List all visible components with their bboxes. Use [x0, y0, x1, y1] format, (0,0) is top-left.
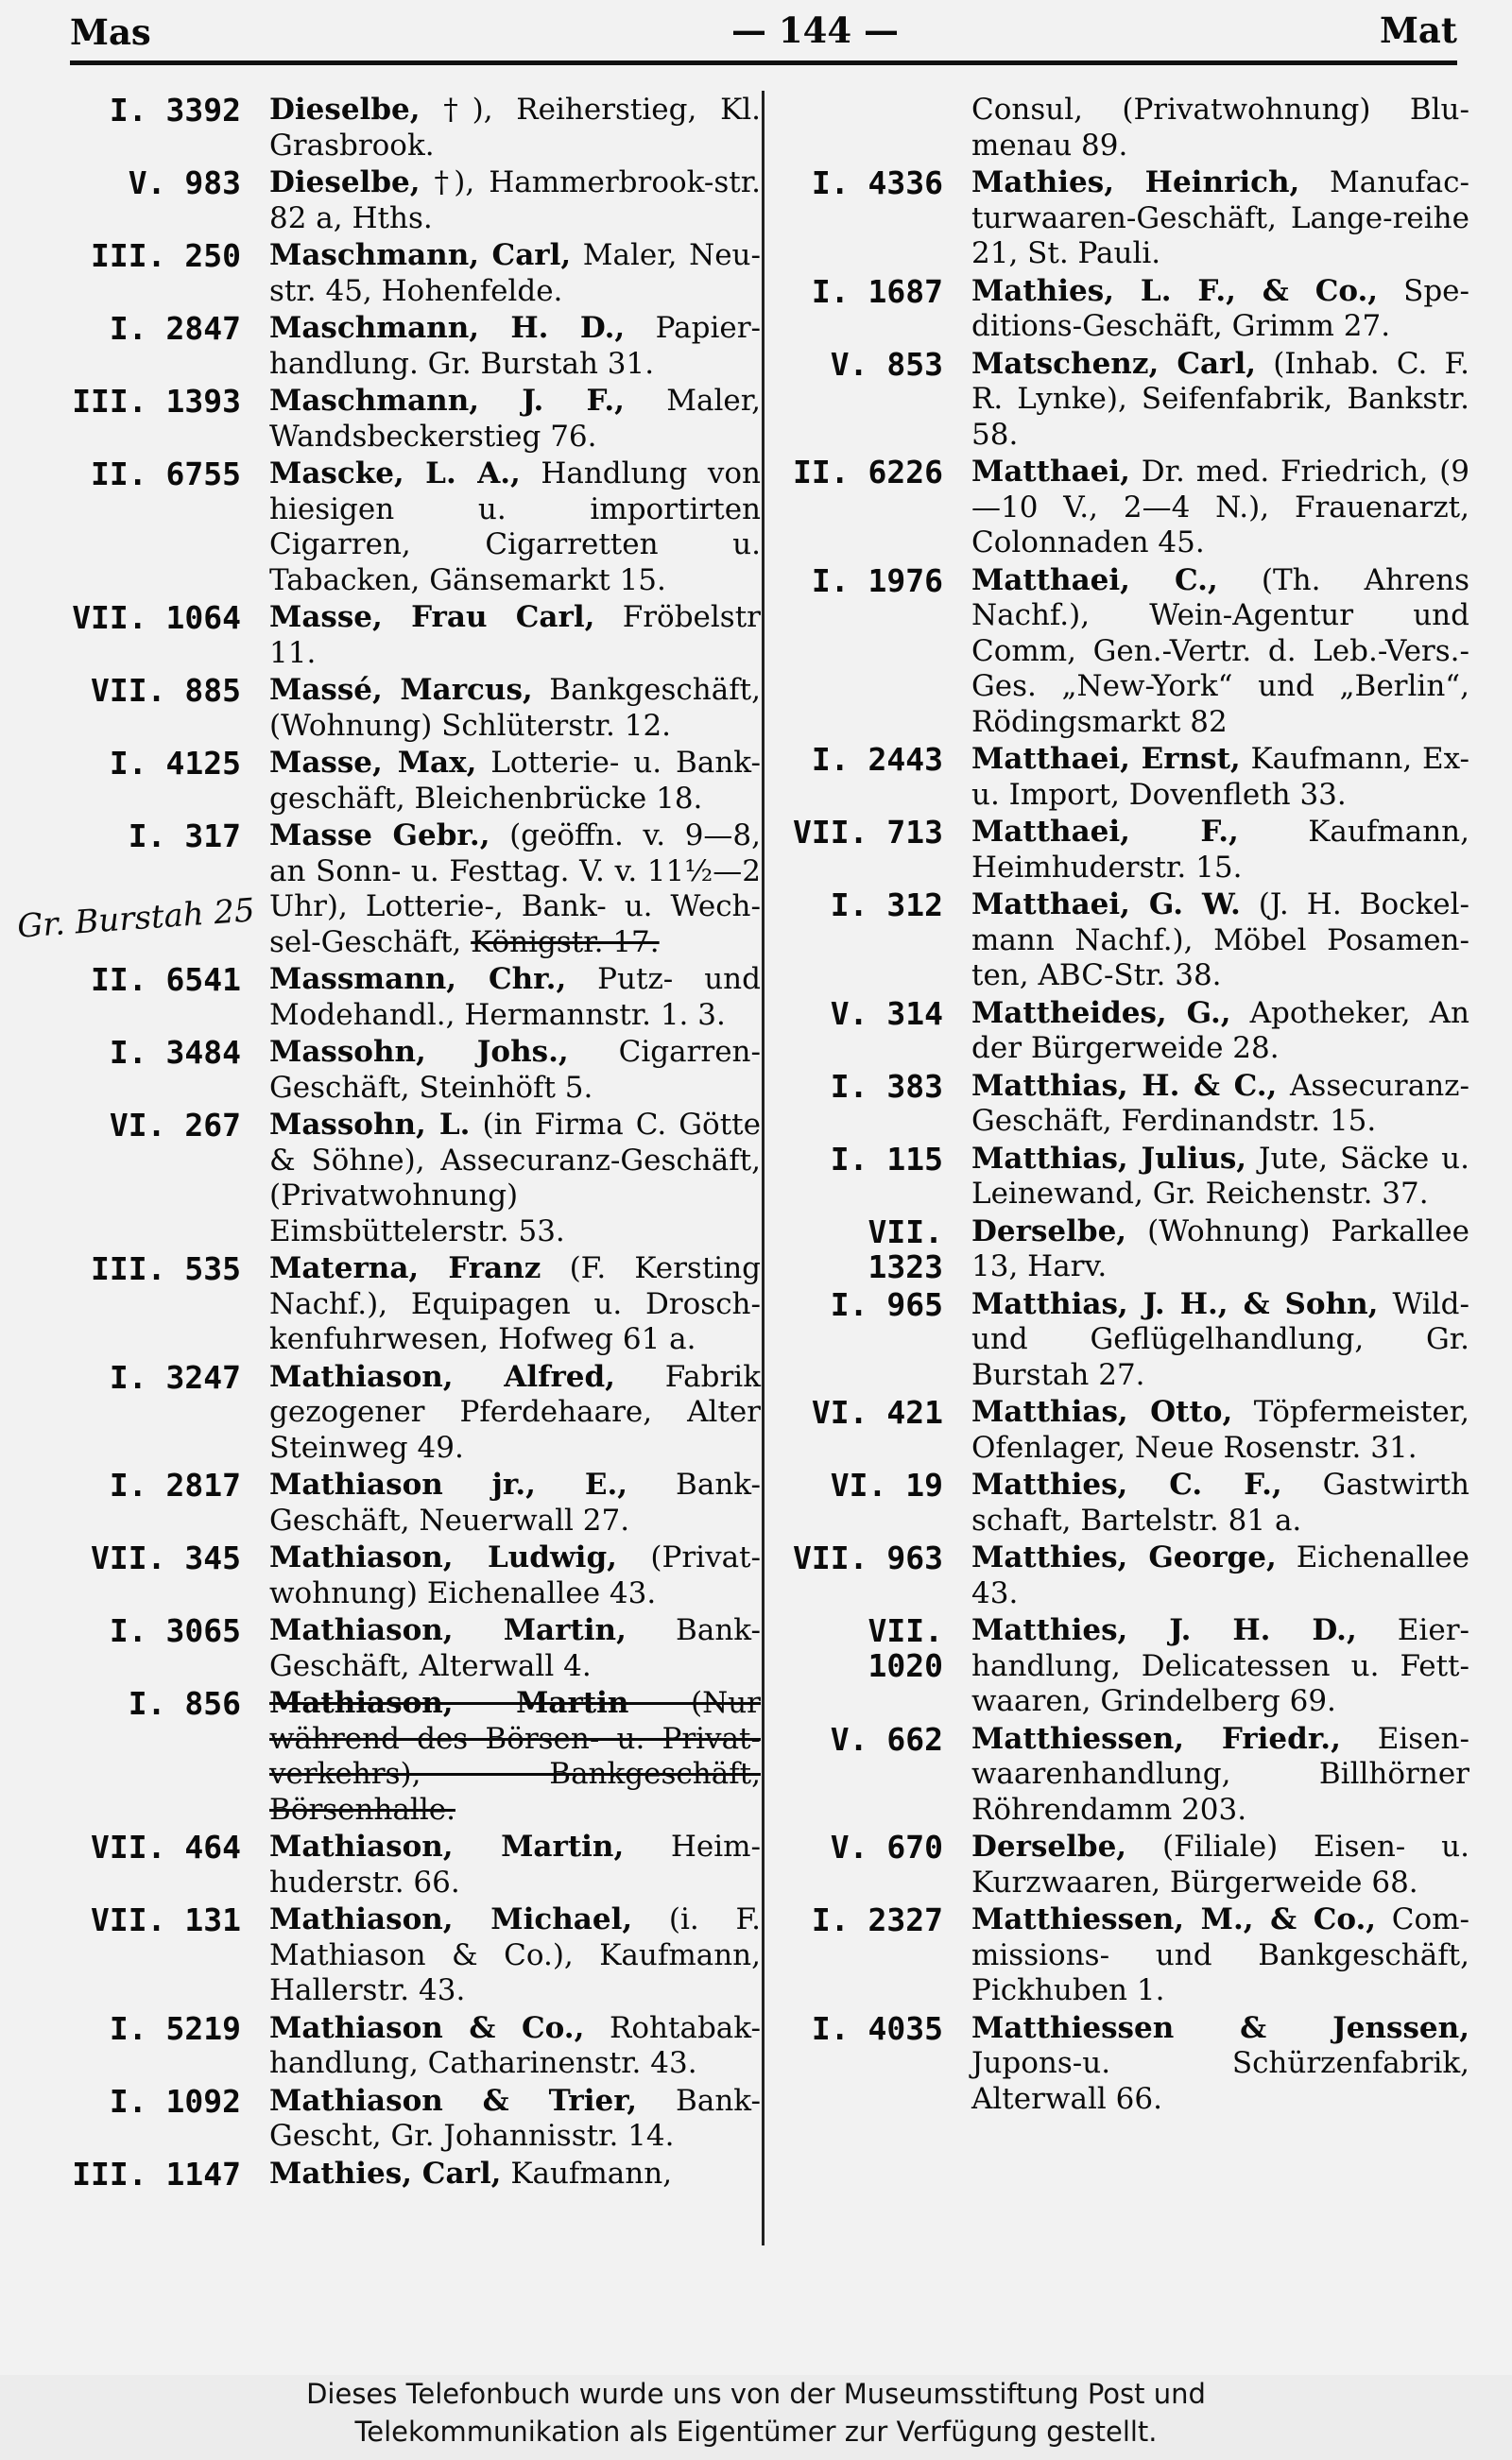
subscriber-name: Dieselbe,: [269, 93, 421, 127]
phone-number: VII. 713: [793, 814, 943, 851]
subscriber-name: Mattheides, G.,: [971, 995, 1231, 1030]
subscriber-name: Mathies, L. F., & Co.,: [971, 273, 1379, 308]
directory-entry: [775, 1902, 1469, 2009]
entry-text: [971, 815, 1469, 886]
entry-details: Heim-huderstr. 66.: [269, 1830, 761, 1900]
entry-text: [971, 1902, 1469, 2009]
subscriber-name: Matthies, J. H. D.,: [971, 1613, 1357, 1647]
subscriber-name: Matthias, Julius,: [971, 1141, 1247, 1176]
phone-number: I. 115: [830, 1140, 943, 1178]
entry-details: (Privat-wohnung) Eichenallee 43.: [269, 1540, 761, 1610]
phone-number: I. 965: [830, 1285, 943, 1323]
subscriber-name: Mascke, L. A.,: [269, 456, 521, 490]
footer-line-1: Dieses Telefonbuch wurde uns von der Museumsstiftung Post und: [306, 2378, 1206, 2410]
footer-notice: [0, 2375, 1512, 2460]
subscriber-name: Mathiason & Co.,: [269, 2010, 585, 2045]
directory-entry: [775, 347, 1469, 454]
directory-entry: [775, 996, 1469, 1067]
subscriber-name: Matthias, J. H., & Sohn,: [971, 1286, 1379, 1321]
directory-entry: [57, 2157, 761, 2193]
subscriber-name: Derselbe,: [971, 1213, 1127, 1248]
column-separator: [762, 91, 765, 2245]
directory-entry: [57, 1360, 761, 1467]
entry-details: Bank-Geschäft, Alterwall 4.: [269, 1613, 761, 1683]
phone-number: VII. 963: [793, 1540, 943, 1576]
entry-text: [269, 1540, 761, 1611]
entry-details: Cigarren-Geschäft, Steinhöft 5.: [269, 1035, 761, 1105]
entry-text: [971, 1613, 1469, 1720]
phone-number: VII. 1323: [868, 1213, 943, 1285]
phone-number: VI. 19: [830, 1467, 943, 1504]
entry-text: [269, 1035, 761, 1106]
entry-text: [269, 384, 761, 455]
phone-number: I. 4035: [811, 2009, 943, 2047]
directory-entry: [775, 2011, 1469, 2118]
directory-entry: [775, 1142, 1469, 1213]
entry-details: Putz- und Modehandl., Hermannstr. 1. 3.: [269, 962, 761, 1032]
entry-text: [971, 1830, 1469, 1901]
entry-details: Lotterie- u. Bank-geschäft, Bleichenbrücke 18.: [269, 746, 761, 816]
struck-address: Königstr. 17.: [471, 924, 660, 959]
directory-entry: [775, 563, 1469, 741]
subscriber-name: Mathiason, Martin,: [269, 1613, 627, 1647]
directory-entry: [57, 2084, 761, 2155]
subscriber-name: Matthaei,: [971, 455, 1130, 489]
entry-text: [269, 1830, 761, 1901]
entry-text: [269, 165, 761, 236]
entry-details: †), Hammerbrook-str. 82 a, Hths.: [269, 165, 761, 235]
directory-entry: [775, 455, 1469, 561]
entry-text: [269, 818, 761, 960]
phone-number: III. 1147: [72, 2155, 241, 2193]
subscriber-name: Mathies, Heinrich,: [971, 165, 1300, 199]
subscriber-name: Masse, Max,: [269, 746, 477, 780]
subscriber-name: Matthiessen, M., & Co.,: [971, 1902, 1377, 1936]
phone-number: VII. 464: [91, 1829, 241, 1866]
subscriber-name: Matthias, Otto,: [971, 1395, 1233, 1429]
subscriber-name: Mathiason & Trier,: [269, 2083, 638, 2118]
footer-line-2: Telekommunikation als Eigentümer zur Verfügung gestellt.: [354, 2416, 1158, 2448]
directory-entry: [775, 165, 1469, 272]
phone-number: III. 1393: [72, 383, 241, 420]
entry-text: [269, 93, 761, 163]
phone-number: I. 312: [830, 886, 943, 923]
entry-text: [971, 563, 1469, 741]
subscriber-name: Massohn, Johs.,: [269, 1035, 569, 1069]
directory-entry: [57, 1902, 761, 2009]
directory-entry: [57, 1540, 761, 1611]
entry-text: [971, 1468, 1469, 1539]
entry-text: [971, 1069, 1469, 1140]
directory-entry: [57, 673, 761, 744]
directory-entry: [57, 1613, 761, 1684]
subscriber-name: Massohn, L.: [269, 1108, 471, 1142]
phone-number: VII. 1064: [72, 599, 241, 636]
phone-number: I. 1687: [811, 272, 943, 310]
subscriber-name: Matthias, H. & C.,: [971, 1068, 1278, 1103]
phone-number: I. 317: [128, 817, 241, 854]
entry-text: [269, 673, 761, 744]
entry-details: (Filiale) Eisen- u. Kurzwaaren, Bürgerweide 68.: [971, 1830, 1469, 1900]
entry-details: (Inhab. C. F. R. Lynke), Seifenfabrik, Bankstr. 58.: [971, 346, 1470, 452]
directory-entry: [775, 93, 1469, 163]
directory-entry: [57, 2011, 761, 2082]
phone-number: I. 2443: [811, 741, 943, 778]
entry-details: (Nur während des Börsen- u. Privat-verkehrs), Bankgeschäft, Börsenhalle.: [269, 1686, 762, 1827]
directory-entry: [57, 456, 761, 598]
entry-details: (in Firma C. Götte & Söhne), Assecuranz-Geschäft, (Privatwohnung) Eimsbüttelerstr. 53.: [269, 1108, 761, 1248]
entry-text: [269, 238, 761, 309]
phone-number: VII. 885: [91, 672, 241, 709]
entry-text: [269, 1360, 761, 1467]
entry-text: [269, 2084, 761, 2155]
phone-number: V. 670: [830, 1829, 943, 1866]
subscriber-name: Maschmann, Carl,: [269, 238, 572, 272]
phone-number: I. 3392: [109, 92, 241, 129]
directory-entry: [57, 1035, 761, 1106]
directory-entry: [775, 1722, 1469, 1829]
entry-text: [971, 93, 1469, 163]
phone-number: V. 662: [830, 1720, 943, 1758]
subscriber-name: Mathiason, Martin: [269, 1686, 629, 1720]
entry-details: (i. F. Mathiason & Co.), Kaufmann, Hallerstr. 43.: [269, 1902, 761, 2007]
directory-entry: [57, 746, 761, 817]
entry-details: Handlung von hiesigen u. importirten Cigarren, Cigarretten u. Tabacken, Gänsemarkt 15.: [269, 456, 761, 597]
handwritten-margin-note: Gr. Burstah 25: [15, 891, 256, 946]
phone-number: I. 5219: [109, 2009, 241, 2047]
directory-entry: [775, 1540, 1469, 1611]
left-column: [57, 93, 761, 2193]
entry-details: Bank-Gescht, Gr. Johannisstr. 14.: [269, 2083, 761, 2153]
entry-text: [269, 1686, 761, 1828]
entry-text: [971, 1214, 1469, 1285]
phone-number: III. 250: [91, 237, 241, 274]
entry-details: (Wohnung) Parkallee 13, Harv.: [971, 1213, 1469, 1283]
page-header: [70, 8, 1457, 60]
entry-details: Spe-ditions-Geschäft, Grimm 27.: [971, 273, 1469, 343]
entry-details: Jute, Säcke u. Leinewand, Gr. Reichenstr. 37.: [971, 1141, 1469, 1211]
entry-text: [971, 165, 1469, 272]
subscriber-name: Masse Gebr.,: [269, 818, 490, 852]
directory-entry: [57, 93, 761, 163]
phone-number: I. 383: [830, 1067, 943, 1105]
phone-number: VII. 345: [91, 1540, 241, 1576]
entry-details: Bankgeschäft, (Wohnung) Schlüterstr. 12.: [269, 673, 761, 743]
directory-entry: [775, 815, 1469, 886]
subscriber-name: Matthaei, G. W.: [971, 887, 1241, 921]
directory-entry: [57, 600, 761, 671]
entry-text: [269, 456, 761, 598]
subscriber-name: Mathiason, Alfred,: [269, 1359, 615, 1394]
entry-details: Consul, (Privatwohnung) Blu-menau 89.: [971, 93, 1469, 163]
directory-entry: [775, 1468, 1469, 1539]
directory-entry: [57, 1108, 761, 1249]
subscriber-name: Matthiessen, Friedr.,: [971, 1721, 1341, 1756]
phone-number: II. 6755: [91, 456, 241, 492]
entry-text: [269, 1613, 761, 1684]
entry-text: [269, 1108, 761, 1249]
directory-entry: [57, 384, 761, 455]
subscriber-name: Massmann, Chr.,: [269, 962, 567, 996]
entry-text: [971, 1142, 1469, 1213]
directory-entry: [57, 311, 761, 382]
directory-entry: [775, 1830, 1469, 1901]
subscriber-name: Maschmann, J. F.,: [269, 384, 625, 418]
entry-details: (J. H. Bockel-mann Nachf.), Möbel Posamen-ten, ABC-Str. 38.: [971, 887, 1470, 992]
entry-text: [269, 1902, 761, 2009]
directory-entry: [775, 1069, 1469, 1140]
entry-details: Maler, Wandsbeckerstieg 76.: [269, 384, 762, 454]
entry-details: Fröbelstr 11.: [269, 600, 761, 670]
directory-entry: [57, 1251, 761, 1358]
entry-details: Eichenallee 43.: [971, 1540, 1469, 1610]
directory-entry: [775, 1395, 1469, 1466]
entry-text: [269, 1251, 761, 1358]
phone-number: VII. 1020: [868, 1612, 943, 1684]
page-number: — 144 —: [731, 9, 899, 51]
phone-number: I. 3484: [109, 1034, 241, 1071]
phone-number: I. 1092: [109, 2082, 241, 2120]
entry-details: Apotheker, An der Bürgerweide 28.: [971, 995, 1470, 1065]
header-left-keyword: Mas: [70, 11, 151, 53]
subscriber-name: Materna, Franz: [269, 1251, 541, 1285]
entry-text: [971, 347, 1469, 454]
directory-entry: [57, 1468, 761, 1539]
directory-entry: [775, 887, 1469, 994]
phone-number: I. 4125: [109, 745, 241, 782]
entry-text: [971, 1287, 1469, 1394]
phone-number: I. 1976: [811, 561, 943, 599]
directory-entry: [57, 165, 761, 236]
entry-details: Eier-handlung, Delicatessen u. Fett-waaren, Grindelberg 69.: [971, 1613, 1469, 1718]
entry-details: Rohtabak-handlung, Catharinenstr. 43.: [269, 2010, 761, 2080]
subscriber-name: Mathiason, Ludwig,: [269, 1540, 617, 1574]
directory-entry: [57, 1686, 761, 1828]
subscriber-name: Mathiason, Martin,: [269, 1830, 625, 1864]
entry-text: [269, 311, 761, 382]
directory-entry: [775, 1287, 1469, 1394]
phone-number: VII. 131: [91, 1901, 241, 1938]
entry-text: [269, 2011, 761, 2082]
subscriber-name: Matthaei, Ernst,: [971, 742, 1241, 776]
subscriber-name: Maschmann, H. D.,: [269, 311, 626, 345]
entry-text: [269, 962, 761, 1033]
entry-details: Dr. med. Friedrich, (9—10 V., 2—4 N.), Frauenarzt, Colonnaden 45.: [971, 455, 1469, 559]
entry-details: Papier-handlung. Gr. Burstah 31.: [269, 311, 761, 381]
entry-details: Gastwirth schaft, Bartelstr. 81 a.: [971, 1468, 1469, 1538]
entry-text: [971, 887, 1469, 994]
directory-entry: [57, 818, 761, 960]
entry-details: Com-missions- und Bankgeschäft, Pickhuben 1.: [971, 1902, 1469, 2007]
directory-entry: [775, 1613, 1469, 1720]
subscriber-name: Dieselbe,: [269, 165, 421, 199]
phone-number: I. 856: [128, 1685, 241, 1722]
phone-number: II. 6541: [91, 961, 241, 998]
entry-details: Maler, Neu-str. 45, Hohenfelde.: [269, 238, 761, 308]
phone-number: VI. 267: [109, 1107, 241, 1144]
subscriber-name: Massé, Marcus,: [269, 673, 533, 707]
directory-entry: [775, 1214, 1469, 1285]
entry-text: [971, 1540, 1469, 1611]
directory-entry: [57, 238, 761, 309]
entry-details: Assecuranz-Geschäft, Ferdinandstr. 15.: [971, 1068, 1469, 1138]
header-right-keyword: Mat: [1379, 9, 1457, 51]
phone-number: V. 314: [830, 994, 943, 1032]
phone-number: I. 2847: [109, 310, 241, 347]
entry-text: [269, 1468, 761, 1539]
entry-text: [971, 996, 1469, 1067]
directory-entry: [775, 742, 1469, 813]
phone-number: I. 3065: [109, 1612, 241, 1649]
phone-number: I. 3247: [109, 1358, 241, 1396]
entry-details: Jupons-u. Schürzenfabrik, Alterwall 66.: [971, 2046, 1469, 2116]
header-rule: [70, 60, 1457, 65]
phone-number: V. 853: [830, 345, 943, 383]
entry-text: [971, 742, 1469, 813]
phone-number: VI. 421: [811, 1394, 943, 1431]
phone-number: III. 535: [91, 1250, 241, 1287]
phone-number: I. 2327: [811, 1901, 943, 1938]
subscriber-name: Matthies, George,: [971, 1540, 1277, 1574]
subscriber-name: Matschenz, Carl,: [971, 346, 1257, 381]
phone-number: I. 2817: [109, 1467, 241, 1504]
subscriber-name: Matthiessen & Jenssen,: [971, 2010, 1469, 2045]
entry-details: Kaufmann, Heimhuderstr. 15.: [971, 815, 1469, 885]
entry-details: †), Reiherstieg, Kl. Grasbrook.: [269, 93, 761, 163]
entry-details: (geöffn. v. 9—8, an Sonn- u. Festtag. V. v. 11½—2 Uhr), Lotterie-, Bank- u. Wech-sel-Geschäft,: [269, 818, 761, 959]
phone-number: I. 4336: [811, 164, 943, 201]
subscriber-name: Matthaei, F.,: [971, 815, 1239, 849]
entry-details: Wild- und Geflügelhandlung, Gr. Burstah 27.: [971, 1286, 1469, 1392]
right-column: [775, 93, 1469, 2119]
entry-details: Eisen-waarenhandlung, Billhörner Röhrendamm 203.: [971, 1721, 1469, 1827]
entry-text: [269, 746, 761, 817]
subscriber-name: Matthaei, C.,: [971, 562, 1218, 597]
entry-text: [269, 2157, 761, 2193]
directory-entry: [57, 962, 761, 1033]
subscriber-name: Mathiason, Michael,: [269, 1902, 633, 1936]
entry-text: [971, 2011, 1469, 2118]
entry-details: Manufac-turwaaren-Geschäft, Lange-reihe 21, St. Pauli.: [971, 165, 1469, 270]
entry-text: [971, 1395, 1469, 1466]
subscriber-name: Mathiason jr., E.,: [269, 1468, 628, 1502]
directory-entry: [57, 1830, 761, 1901]
entry-details: Kaufmann,: [501, 2156, 673, 2191]
subscriber-name: Derselbe,: [971, 1830, 1127, 1864]
entry-details: (Th. Ahrens Nachf.), Wein-Agentur und Comm, Gen.-Vertr. d. Leb.-Vers.-Ges. „New-York“ und „Berlin“, Rödingsmarkt 82: [971, 562, 1469, 739]
subscriber-name: Mathies, Carl,: [269, 2156, 502, 2191]
entry-details: Bank-Geschäft, Neuerwall 27.: [269, 1468, 761, 1538]
subscriber-name: Masse, Frau Carl,: [269, 600, 595, 634]
entry-details: Töpfermeister, Ofenlager, Neue Rosenstr. 31.: [971, 1395, 1469, 1465]
phone-number: V. 983: [128, 164, 241, 201]
entry-details: (F. Kersting Nachf.), Equipagen u. Drosch-kenfuhrwesen, Hofweg 61 a.: [269, 1251, 762, 1356]
entry-text: [971, 274, 1469, 345]
entry-text: [971, 455, 1469, 561]
subscriber-name: Matthies, C. F.,: [971, 1468, 1282, 1502]
directory-entry: [775, 274, 1469, 345]
phone-number: II. 6226: [793, 454, 943, 490]
entry-text: [269, 600, 761, 671]
entry-details: Fabrik gezogener Pferdehaare, Alter Steinweg 49.: [269, 1359, 761, 1465]
entry-text: [971, 1722, 1469, 1829]
entry-details: Kaufmann, Ex- u. Import, Dovenfleth 33.: [971, 742, 1469, 812]
